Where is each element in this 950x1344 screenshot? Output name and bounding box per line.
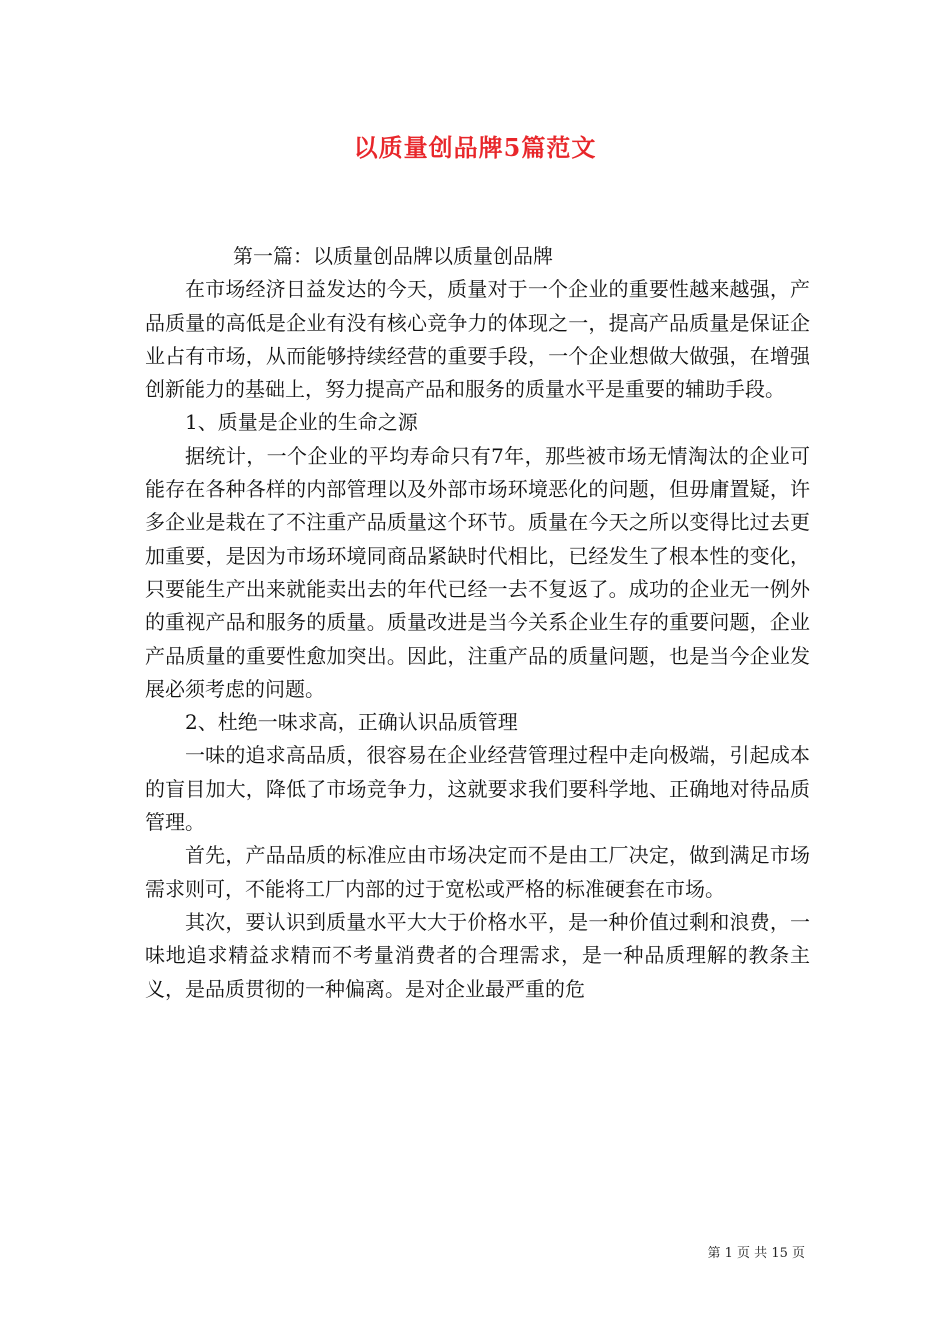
subsection-heading: 2、杜绝一味求高，正确认识品质管理 bbox=[185, 710, 518, 735]
section-heading: 第一篇：以质量创品牌以质量创品牌 bbox=[233, 244, 553, 268]
body-paragraph: 首先，产品品质的标准应由市场决定而不是由工厂决定，做到满足市场需求则可，不能将工厂内部的过于宽松或严格的标准硬套在市场。 bbox=[145, 843, 810, 901]
subsection-heading: 1、质量是企业的生命之源 bbox=[185, 410, 418, 435]
document-body bbox=[145, 240, 810, 1006]
body-paragraph: 其次，要认识到质量水平大大于价格水平，是一种价值过剩和浪费，一味地追求精益求精而不考量消费者的合理需求，是一种品质理解的教条主义，是品质贯彻的一种偏离。是对企业最严重的危 bbox=[145, 909, 810, 1001]
document-title: 以质量创品牌5篇范文 bbox=[353, 133, 597, 162]
page-number: 第 1 页 共 15 页 bbox=[707, 1246, 805, 1261]
body-paragraph: 据统计，一个企业的平均寿命只有7年，那些被市场无情淘汰的企业可能存在各种各样的内部管理以及外部市场环境恶化的问题，但毋庸置疑，许多企业是栽在了不注重产品质量这个环节。质量在今天之所以变得比过去更加重要，是因为市场环境同商品紧缺时代相比，已经发生了根本性的变化，只要能生产出来就能卖出去的年代已经一去不复返了。成功的企业无一例外的重视产品和服务的质量。质量改进是当今关系企业生存的重要问题，企业产品质量的重要性愈加突出。因此，注重产品的质量问题，也是当今企业发展必须考虑的问题。 bbox=[145, 443, 810, 701]
body-paragraph: 在市场经济日益发达的今天，质量对于一个企业的重要性越来越强，产品质量的高低是企业有没有核心竞争力的体现之一，提高产品质量是保证企业占有市场，从而能够持续经营的重要手段，一个企业想做大做强，在增强创新能力的基础上，努力提高产品和服务的质量水平是重要的辅助手段。 bbox=[145, 277, 810, 402]
body-paragraph: 一味的追求高品质，很容易在企业经营管理过程中走向极端，引起成本的盲目加大，降低了市场竞争力，这就要求我们要科学地、正确地对待品质管理。 bbox=[145, 743, 810, 835]
